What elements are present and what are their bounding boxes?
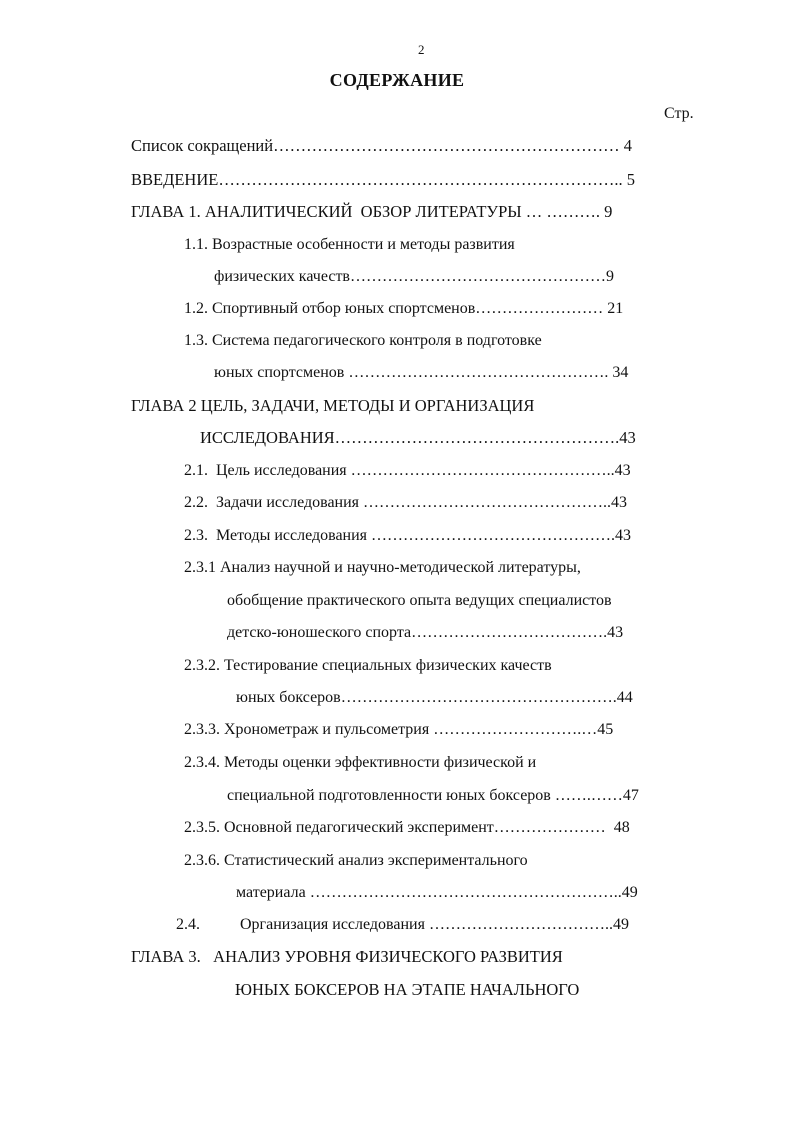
toc-entry-continued: материала …………………………………………………..49 (236, 884, 638, 901)
toc-entry: ВВЕДЕНИЕ……………………………………………………………….. 5 (131, 170, 635, 189)
page-column-label: Стр. (664, 105, 694, 122)
toc-entry-continued: юных боксеров…………………………………………….44 (236, 689, 633, 706)
toc-chapter-continued: ИССЛЕДОВАНИЯ…………………………………………….43 (200, 428, 636, 447)
toc-entry: 2.4. Организация исследования ……………………………..49 (176, 916, 629, 933)
toc-entry: 2.3.1 Анализ научной и научно-методической литературы, (184, 559, 581, 576)
toc-entry: 2.3.6. Статистический анализ экспериментального (184, 852, 528, 869)
toc-entry-continued: детско-юношеского спорта……………………………….43 (227, 624, 624, 641)
toc-entry: 2.3. Методы исследования ……………………………………….43 (184, 527, 632, 544)
toc-entry: 2.3.2. Тестирование специальных физических качеств (184, 657, 552, 674)
toc-entry-continued: физических качеств…………………………………………9 (214, 268, 614, 285)
toc-chapter: ГЛАВА 3. АНАЛИЗ УРОВНЯ ФИЗИЧЕСКОГО РАЗВИТИЯ (131, 947, 563, 966)
toc-chapter: ГЛАВА 2 ЦЕЛЬ, ЗАДАЧИ, МЕТОДЫ И ОРГАНИЗАЦИЯ (131, 396, 535, 415)
toc-entry: 1.2. Спортивный отбор юных спортсменов…………………… 21 (184, 300, 624, 317)
page-title: СОДЕРЖАНИЕ (329, 70, 465, 90)
toc-entry: 1.3. Система педагогического контроля в подготовке (184, 332, 542, 349)
toc-entry: 2.3.3. Хронометраж и пульсометрия ……………………….…45 (184, 721, 614, 738)
toc-entry-continued: юных спортсменов …………………………………………. 34 (214, 364, 629, 381)
toc-entry: 1.1. Возрастные особенности и методы развития (184, 236, 515, 253)
toc-chapter-continued: ЮНЫХ БОКСЕРОВ НА ЭТАПЕ НАЧАЛЬНОГО (235, 980, 580, 999)
toc-entry: Список сокращений……………………………………………………… 4 (131, 136, 632, 155)
toc-entry-continued: специальной подготовленности юных боксеров …….……47 (227, 787, 639, 804)
page-number: 2 (418, 42, 425, 57)
toc-entry: 2.2. Задачи исследования ………………………………………..43 (184, 494, 628, 511)
toc-entry: 2.1. Цель исследования …………………………………………..43 (184, 462, 631, 479)
toc-entry: 2.3.5. Основной педагогический эксперимент………………… 48 (184, 819, 630, 836)
toc-entry: 2.3.4. Методы оценки эффективности физической и (184, 754, 537, 771)
toc-chapter: ГЛАВА 1. АНАЛИТИЧЕСКИЙ ОБЗОР ЛИТЕРАТУРЫ … ………. 9 (131, 202, 613, 221)
toc-entry-continued: обобщение практического опыта ведущих специалистов (227, 592, 612, 609)
